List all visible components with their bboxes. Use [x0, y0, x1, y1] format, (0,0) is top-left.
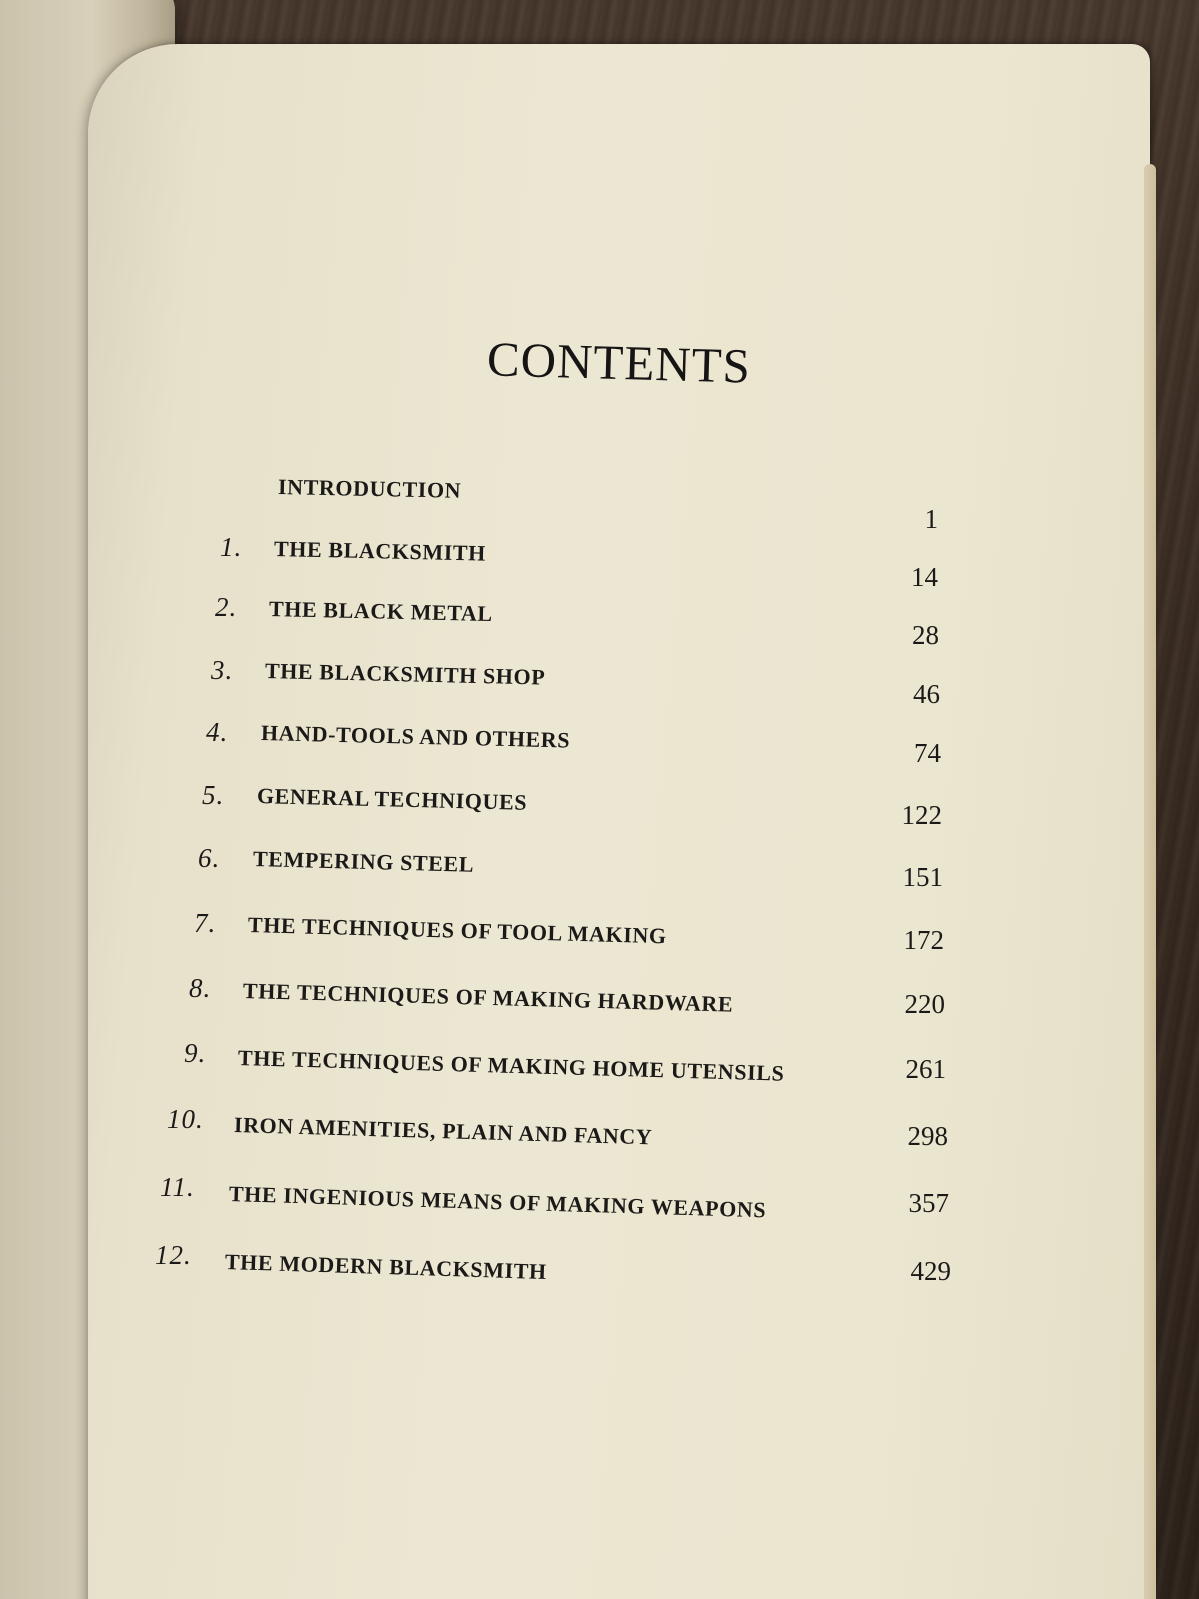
chapter-title: THE BLACKSMITH: [273, 536, 487, 566]
chapter-title: THE TECHNIQUES OF MAKING HARDWARE: [242, 978, 734, 1017]
chapter-number: 10.: [167, 1104, 204, 1134]
page-number: 1: [924, 504, 938, 534]
page-number: 14: [911, 562, 938, 592]
chapter-title: IRON AMENITIES, PLAIN AND FANCY: [233, 1112, 653, 1150]
chapter-number: 5.: [202, 780, 225, 810]
chapter-number: 7.: [194, 908, 217, 938]
chapter-number: 6.: [198, 843, 221, 873]
page-number: 28: [912, 620, 939, 650]
page-number: 151: [902, 862, 943, 892]
chapter-title: THE BLACKSMITH SHOP: [264, 658, 546, 690]
table-of-contents: [88, 44, 1150, 1594]
chapter-title: GENERAL TECHNIQUES: [256, 783, 528, 815]
page-number: 298: [907, 1121, 948, 1151]
chapter-number: 3.: [211, 655, 234, 685]
page-number: 261: [905, 1054, 946, 1084]
page-number: 429: [910, 1256, 951, 1286]
page-number: 172: [903, 925, 944, 955]
chapter-title: HAND-TOOLS AND OTHERS: [260, 720, 571, 753]
chapter-title: INTRODUCTION: [277, 474, 462, 503]
chapter-title: TEMPERING STEEL: [252, 846, 475, 877]
chapter-title: THE TECHNIQUES OF MAKING HOME UTENSILS: [237, 1045, 785, 1086]
page-number: 46: [913, 679, 940, 709]
book-page: [88, 44, 1150, 1599]
page-number: 357: [908, 1188, 949, 1218]
chapter-number: 8.: [189, 973, 212, 1003]
page-number: 220: [904, 989, 945, 1019]
chapter-title: THE BLACK METAL: [268, 596, 493, 627]
chapter-title: THE INGENIOUS MEANS OF MAKING WEAPONS: [228, 1181, 767, 1223]
chapter-number: 4.: [206, 717, 229, 747]
chapter-number: 12.: [155, 1240, 192, 1270]
chapter-number: 2.: [215, 592, 238, 622]
page-title: CONTENTS: [486, 331, 752, 394]
chapter-title: THE MODERN BLACKSMITH: [224, 1249, 548, 1285]
chapter-number: 9.: [184, 1038, 207, 1068]
chapter-title: THE TECHNIQUES OF TOOL MAKING: [247, 912, 667, 949]
page-number: 122: [901, 800, 942, 830]
chapter-number: 11.: [160, 1172, 195, 1202]
page-number: 74: [914, 738, 941, 768]
chapter-number: 1.: [220, 532, 243, 562]
